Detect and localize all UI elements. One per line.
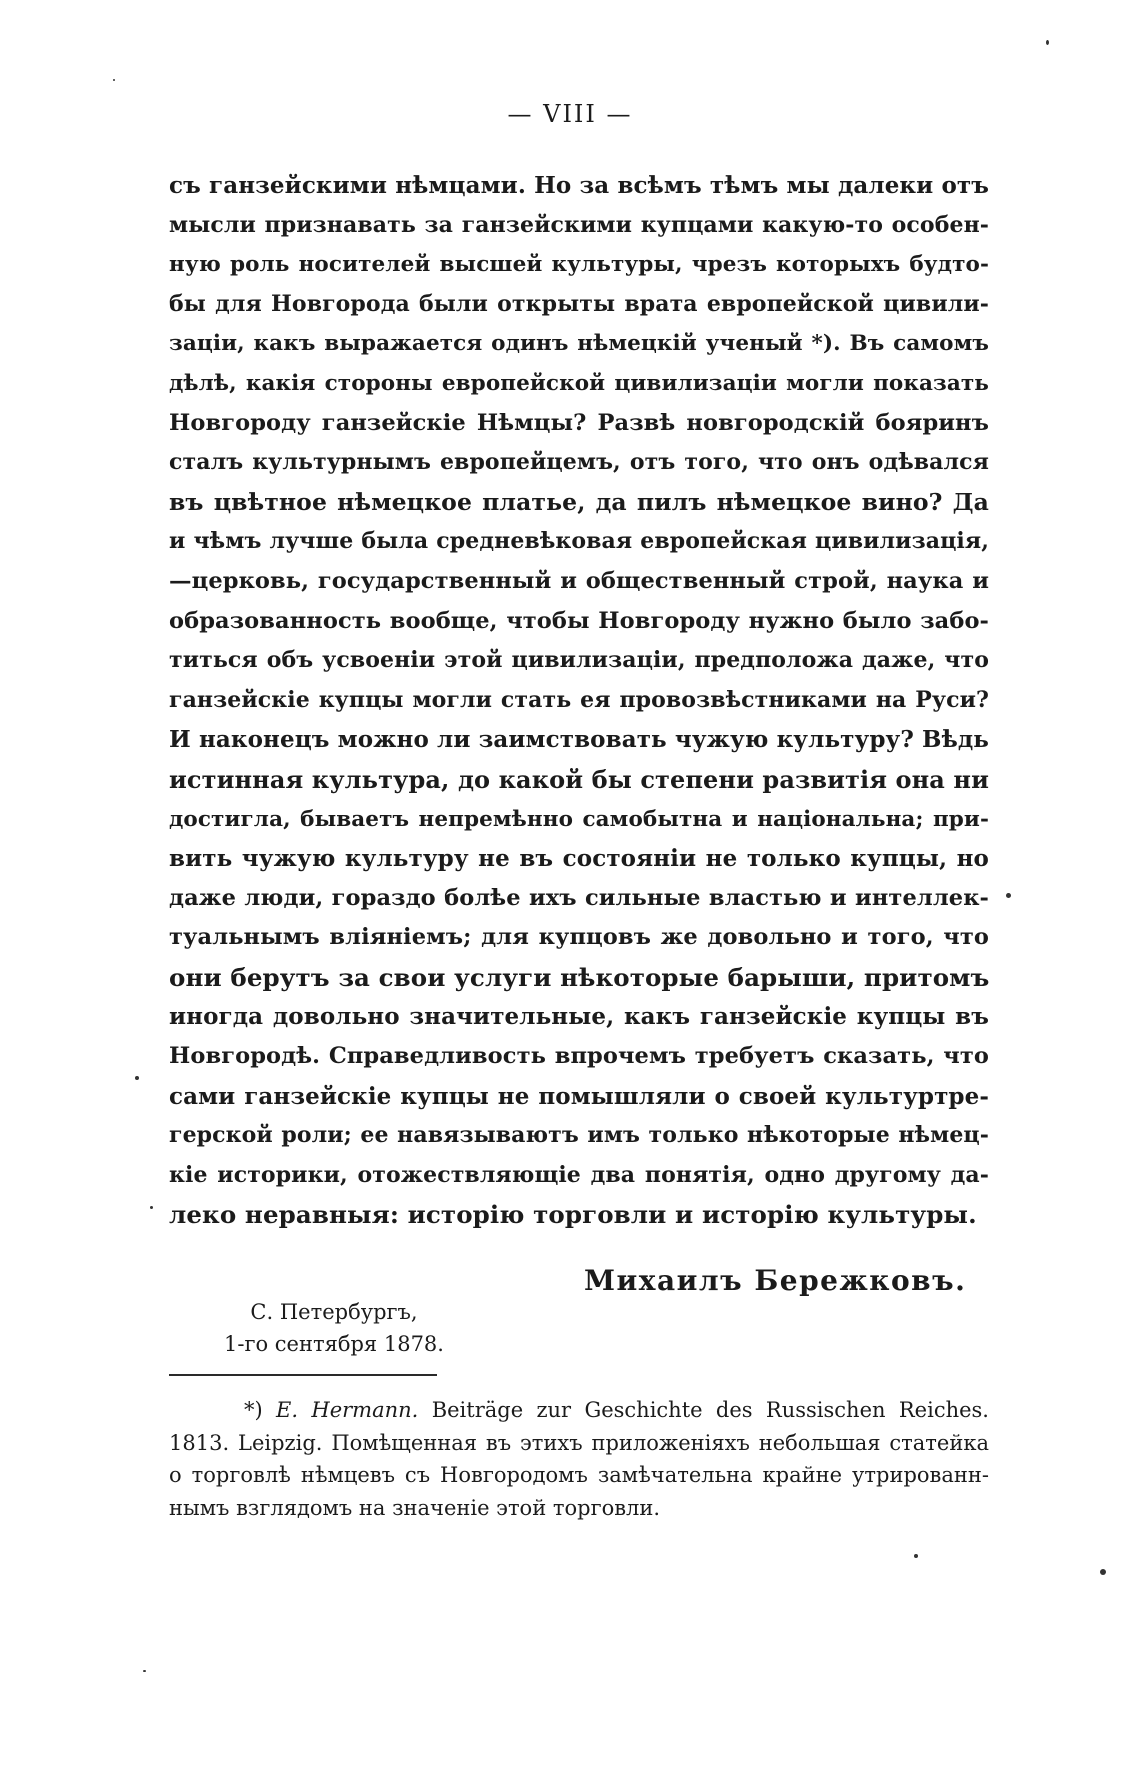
text-line: съ ганзейскими нѣмцами. Но за всѣмъ тѣмъ мы далеки отъ (169, 172, 989, 199)
text-line: они берутъ за свои услуги нѣкоторые барыши, притомъ (169, 962, 990, 992)
text-line: леко неравныя: исторію торговли и исторію культуры. (169, 1200, 977, 1230)
text-line: ную роль носителей высшей культуры, чрезъ которыхъ будто- (169, 252, 989, 278)
text-line: —церковь, государственный и общественный строй, наука и (169, 567, 989, 594)
footnote-line (169, 1394, 989, 1427)
text-line: даже люди, гораздо болѣе ихъ сильные властью и интеллек- (169, 884, 989, 911)
text-line: ганзейскіе купцы могли стать ея провозвѣстниками на Руси? (169, 686, 989, 713)
scan-speck (135, 1076, 139, 1080)
footnote-line: о торговлѣ нѣмцевъ съ Новгородомъ замѣчательна крайне утрированн- (169, 1463, 989, 1487)
footnote (169, 1394, 989, 1524)
text-line: туальнымъ вліяніемъ; для купцовъ же довольно и того, что (169, 924, 989, 951)
footnote-line: нымъ взглядомъ на значеніе этой торговли. (169, 1495, 661, 1520)
scan-speck (1006, 893, 1011, 898)
text-line: Новгородѣ. Справедливость впрочемъ требуетъ сказать, что (169, 1043, 989, 1070)
scan-speck (113, 79, 115, 81)
scan-speck (150, 1206, 153, 1209)
text-line: иногда довольно значительные, какъ ганзейскіе купцы въ (169, 1003, 989, 1031)
text-line: дѣлѣ, какія стороны европейской цивилизаціи могли показать (169, 370, 989, 396)
text-line: вить чужую культуру не въ состояніи не только купцы, но (169, 845, 989, 873)
text-line: въ цвѣтное нѣмецкое платье, да пилъ нѣмецкое вино? Да (169, 487, 989, 516)
text-line: мысли признавать за ганзейскими купцами какую-то особен- (169, 211, 989, 238)
footnote-line: 1813. Leipzig. Помѣщенная въ этихъ приложеніяхъ небольшая статейка (169, 1430, 989, 1455)
scan-speck (1100, 1569, 1106, 1575)
text-line: Новгороду ганзейскіе Нѣмцы? Развѣ новгородскій бояринъ (169, 409, 989, 436)
footnote-author: E. Hermann. (276, 1398, 419, 1422)
scan-speck (1046, 40, 1049, 45)
text-line: образованность вообще, чтобы Новгороду нужно было забо- (169, 607, 989, 634)
footnote-title: Beiträge zur Geschichte des Russischen Reiches. (431, 1398, 989, 1422)
footnote-marker: *) (244, 1398, 263, 1422)
text-line: кіе историки, отожествляющіе два понятія, одно другому да- (169, 1161, 989, 1188)
page-number: — VIII — (507, 100, 633, 128)
scan-speck (914, 1554, 918, 1558)
text-line: и чѣмъ лучше была средневѣковая европейская цивилизація, (169, 528, 989, 555)
text-line: достигла, бываетъ непремѣнно самобытна и національна; при- (169, 806, 989, 832)
text-line: герской роли; ее навязываютъ имъ только нѣкоторые нѣмец- (169, 1122, 989, 1149)
author-signature: Михаилъ Бережковъ. (584, 1264, 967, 1297)
footnote-divider (169, 1374, 437, 1376)
main-text (169, 166, 989, 1235)
place: С. Петербургъ, (250, 1300, 418, 1324)
text-line: сами ганзейскіе купцы не помышляли о своей культуртре- (169, 1082, 989, 1110)
date: 1-го сентября 1878. (224, 1332, 444, 1356)
place-date (214, 1296, 454, 1360)
scan-speck (143, 1670, 146, 1672)
text-line: сталъ культурнымъ европейцемъ, отъ того, что онъ одѣвался (169, 449, 989, 476)
text-line: титься объ усвоеніи этой цивилизаціи, предположа даже, что (169, 647, 989, 674)
text-line: заціи, какъ выражается одинъ нѣмецкій ученый *). Въ самомъ (169, 331, 989, 357)
text-line: бы для Новгорода были открыты врата европейской цивили- (169, 290, 989, 317)
text-line: истинная культура, до какой бы степени развитія она ни (169, 764, 989, 794)
text-line: И наконецъ можно ли заимствовать чужую культуру? Вѣдь (169, 726, 989, 754)
